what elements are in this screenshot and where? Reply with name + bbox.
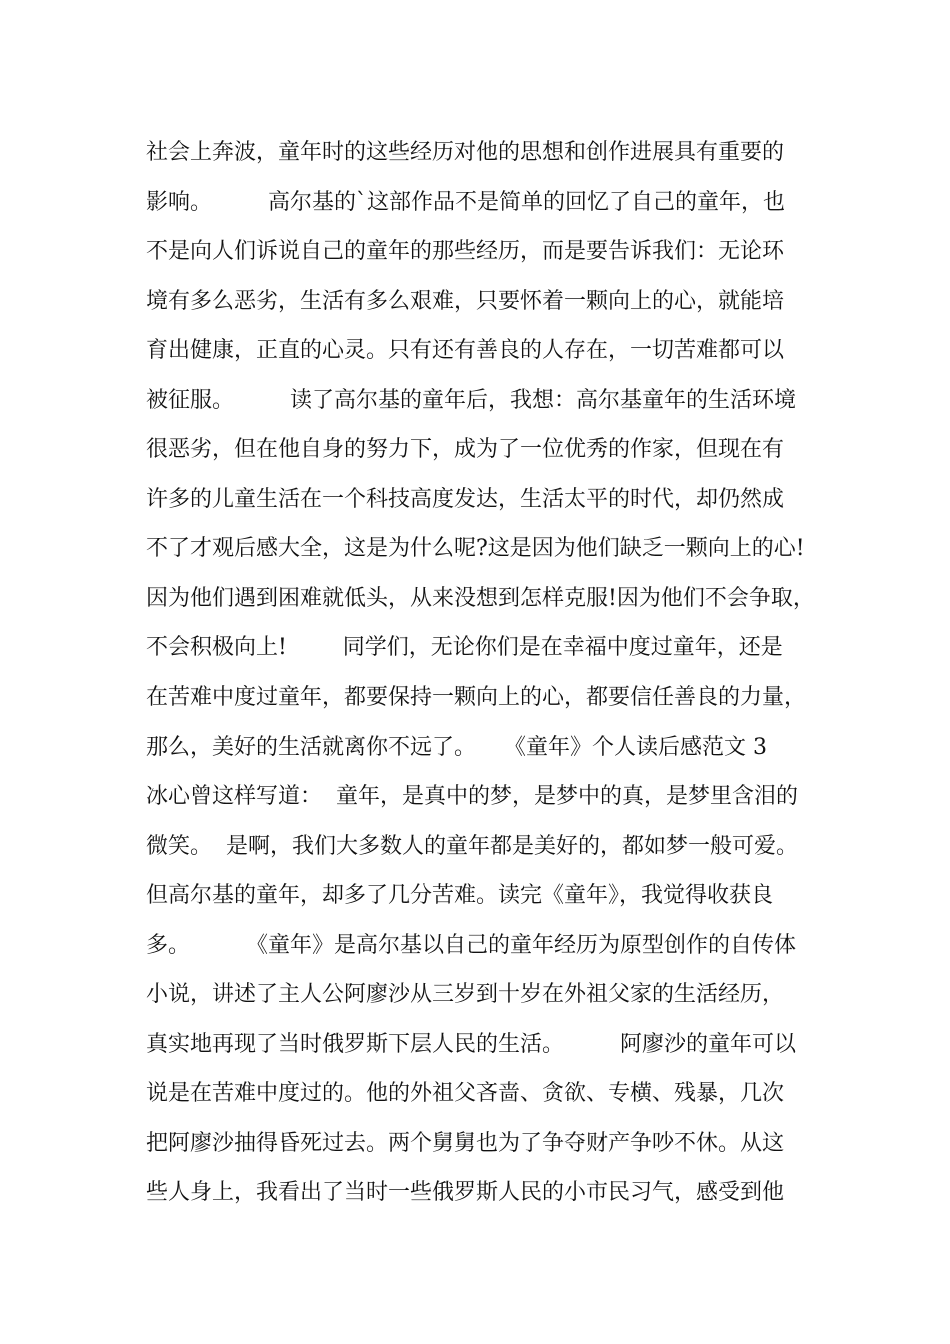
text-line: 冰心曾这样写道： 童年，是真中的梦，是梦中的真，是梦里含泪的 <box>146 784 798 810</box>
text-line: 不会积极向上! 同学们，无论你们是在幸福中度过童年，还是 <box>146 635 783 661</box>
text-line: 说是在苦难中度过的。他的外祖父吝啬、贪欲、专横、残暴，几次 <box>146 1081 785 1107</box>
text-line: 社会上奔波，童年时的这些经历对他的思想和创作进展具有重要的 <box>146 140 785 165</box>
text-line: 但高尔基的童年，却多了几分苦难。读完《童年》，我觉得收获良 <box>146 883 774 909</box>
text-line: 小说，讲述了主人公阿廖沙从三岁到十岁在外祖父家的生活经历， <box>146 982 785 1008</box>
text-line: 把阿廖沙抽得昏死过去。两个舅舅也为了争夺财产争吵不休。从这 <box>146 1130 785 1156</box>
text-line: 真实地再现了当时俄罗斯下层人民的生活。 阿廖沙的童年可以 <box>146 1031 796 1057</box>
text-line: 微笑。 是啊，我们大多数人的童年都是美好的，都如梦一般可爱。 <box>146 833 798 859</box>
text-line: 被征服。 读了高尔基的童年后，我想：高尔基童年的生活环境 <box>146 387 796 413</box>
text-line: 在苦难中度过童年，都要保持一颗向上的心，都要信任善良的力量， <box>146 685 807 711</box>
text-line: 影响。 高尔基的`这部作品不是简单的回忆了自己的童年，也 <box>146 189 785 215</box>
text-line: 境有多么恶劣，生活有多么艰难，只要怀着一颗向上的心，就能培 <box>146 288 785 314</box>
body-text <box>146 128 826 1218</box>
text-line: 因为他们遇到困难就低头，从来没想到怎样克服!因为他们不会争取， <box>146 585 815 611</box>
text-line: 些人身上，我看出了当时一些俄罗斯人民的小市民习气，感受到他 <box>146 1180 785 1206</box>
text-line: 不是向人们诉说自己的童年的那些经历，而是要告诉我们：无论环 <box>146 239 785 265</box>
text-line: 育出健康，正直的心灵。只有还有善良的人存在，一切苦难都可以 <box>146 338 785 364</box>
text-line: 很恶劣，但在他自身的努力下，成为了一位优秀的作家，但现在有 <box>146 437 785 463</box>
text-line: 多。 《童年》是高尔基以自己的童年经历为原型创作的自传体 <box>146 932 796 958</box>
text-line: 不了才观后感大全，这是为什么呢?这是因为他们缺乏一颗向上的心! <box>146 536 805 562</box>
text-line: 许多的儿童生活在一个科技高度发达，生活太平的时代，却仍然成 <box>146 486 785 512</box>
text-line: 那么，美好的生活就离你不远了。 《童年》个人读后感范文 3 <box>146 734 767 760</box>
